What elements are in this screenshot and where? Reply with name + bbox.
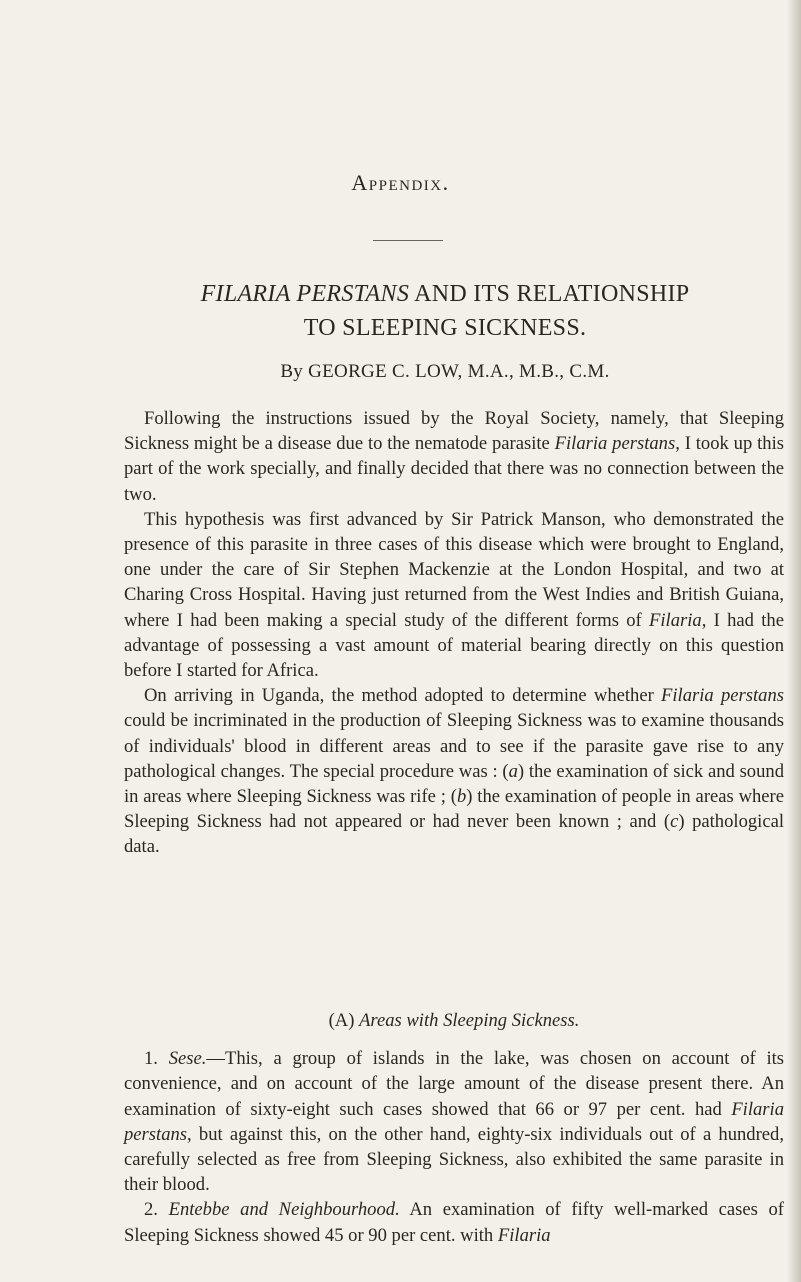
title-divider [373, 240, 443, 241]
body-text-lower [124, 1008, 784, 1248]
article-title-line-2: TO SLEEPING SICKNESS. [303, 315, 587, 341]
section-heading-a: (A) Areas with Sleeping Sickness. [328, 1010, 580, 1031]
title-rest: AND ITS RELATIONSHIP [409, 281, 690, 307]
list-item-sese: 1. Sese.—This, a group of islands in the lake, was chosen on account of its convenience, and on account of the large amount of the disease present there. An examination of sixty-eight such cases showed that 66 or 97 per cent. had Filaria perstans, but against this, on the other hand, eighty-six individuals out of a hundred, carefully selected as free from Sleeping Sickness, also exhibited the same parasite in their blood. [124, 1048, 785, 1196]
body-text-upper [124, 406, 784, 860]
paragraph-1: Following the instructions issued by the Royal Society, namely, that Sleeping Sickness might be a disease due to the nematode parasite Filaria perstans, I took up this part of the work specially, and finally decided that there was no connection between the two. [124, 408, 784, 505]
title-species-name: FILARIA PERSTANS [200, 281, 410, 307]
appendix-heading: Appendix. [351, 170, 450, 195]
paragraph-2: This hypothesis was first advanced by Sir Patrick Manson, who demonstrated the presence of this parasite in three cases of this disease which were brought to England, one under the care of Sir Stephen Mackenzie at the London Hospital, and two at Charing Cross Hospital. Having just returned from the West Indies and British Guiana, where I had been making a special study of the different forms of Filaria, I had the advantage of possessing a vast amount of material bearing directly on this question before I started for Africa. [124, 508, 784, 682]
article-title-line-1 [100, 279, 790, 309]
paragraph-3: On arriving in Uganda, the method adopted to determine whether Filaria perstans could be incriminated in the production of Sleeping Sickness was to examine thousands of individuals' blood in different areas and to see if the parasite gave rise to any pathological changes. The special procedure was : (a) the examination of sick and sound in areas where Sleeping Sickness was rife ; (b) the examination of people in areas where Sleeping Sickness had not appeared or had never been known ; and (c) pathological data. [124, 685, 785, 858]
author-byline: By GEORGE C. LOW, M.A., M.B., C.M. [280, 361, 610, 382]
list-item-entebbe: 2. Entebbe and Neighbourhood. An examination of fifty well-marked cases of Sleeping Sickness showed 45 or 90 per cent. with Filaria [124, 1199, 785, 1246]
